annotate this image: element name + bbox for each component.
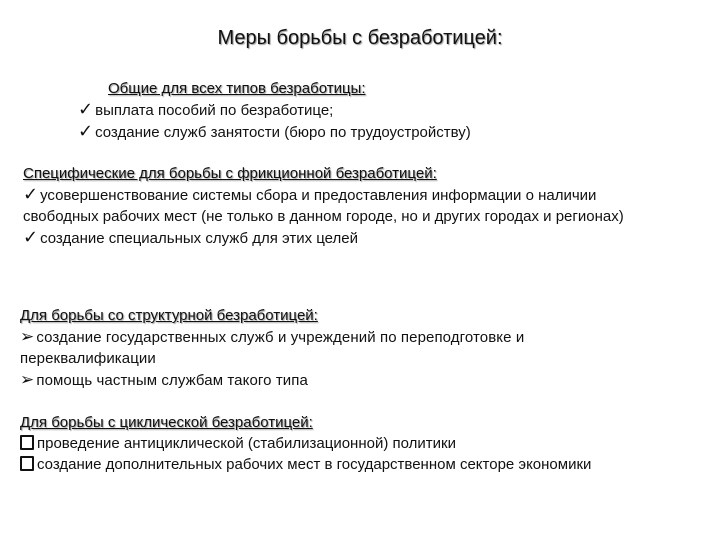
list-item: ✓ создание служб занятости (бюро по трудоустройству) <box>78 121 471 141</box>
list-item: ➢ помощь частным службам такого типа <box>20 370 308 389</box>
list-item: создание дополнительных рабочих мест в государственном секторе экономики <box>20 454 640 475</box>
check-icon: ✓ <box>23 184 39 204</box>
arrow-icon: ➢ <box>20 370 35 389</box>
section-frictional <box>23 163 633 249</box>
check-icon: ✓ <box>78 121 94 141</box>
section-heading: Специфические для борьбы с фрикционной безработицей: <box>23 165 437 182</box>
box-icon <box>20 456 34 471</box>
list-item: ➢ создание государственных служб и учреждений по переподготовке и переквалификации <box>20 327 525 367</box>
section-heading: Общие для всех типов безработицы: <box>108 80 366 97</box>
section-heading: Для борьбы со структурной безработицей: <box>20 307 318 324</box>
list-item: ✓ создание специальных служб для этих целей <box>23 227 358 247</box>
list-item: проведение антициклической (стабилизационной) политики <box>20 433 640 454</box>
list-item: ✓ усовершенствование системы сбора и предоставления информации о наличии свободных рабочих мест (не только в данном городе, но и других городах и регионах) <box>23 184 624 225</box>
page-title: Меры борьбы с безработицей: <box>217 27 503 49</box>
arrow-icon: ➢ <box>20 327 35 346</box>
section-cyclical <box>20 412 640 475</box>
section-heading: Для борьбы с циклической безработицей: <box>20 414 313 431</box>
check-icon: ✓ <box>23 227 39 247</box>
box-icon <box>20 435 34 450</box>
section-general <box>78 78 638 143</box>
section-structural <box>20 305 620 391</box>
check-icon: ✓ <box>78 99 94 119</box>
list-item: ✓ выплата пособий по безработице; <box>78 99 334 119</box>
